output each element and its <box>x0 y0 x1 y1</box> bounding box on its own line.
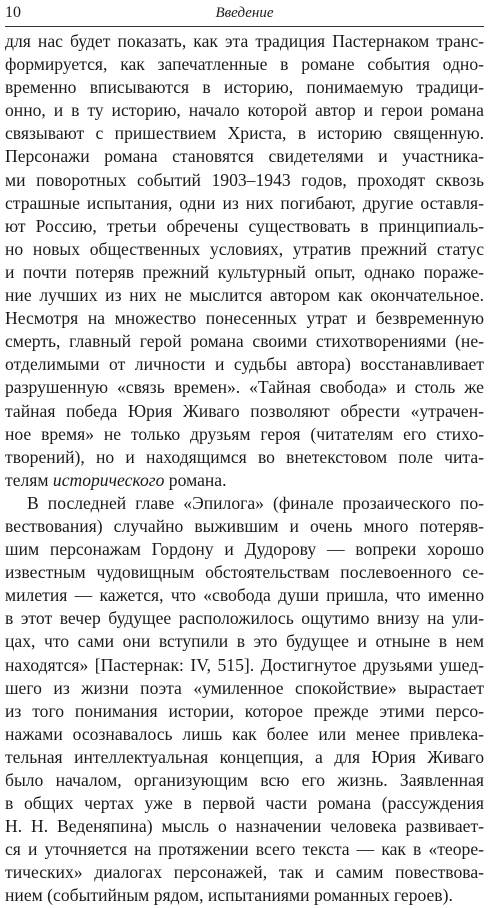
text-line <box>5 630 484 653</box>
line-text: милетия — кажется, что «свобода души пришла, что именно <box>5 585 484 606</box>
line-text: тических» диалогах персонажей, так и самим повествова- <box>5 862 484 883</box>
paragraph <box>5 30 484 492</box>
line-text: известным чудовищным обстоятельствам послевоенного се- <box>5 562 484 583</box>
text-line <box>5 192 484 215</box>
text-line <box>5 76 484 99</box>
text-line <box>5 492 484 515</box>
text-line <box>5 376 484 399</box>
line-text: из того понимания истории, которое прежде этими персо- <box>5 700 484 721</box>
line-text: онно, и в ту историю, начало которой автор и герои романа <box>5 100 484 121</box>
text-line <box>5 607 484 630</box>
text-line <box>5 584 484 607</box>
line-text: ми поворотных событий 1903–1943 годов, проходят сквозь <box>5 169 484 190</box>
line-text: находятся» [Пастернак: IV, 515]. Достигнутое друзьями ушед- <box>5 654 484 675</box>
line-text: нием (событийным рядом, испытаниями романных героев). <box>5 885 453 906</box>
running-head: Введение <box>215 5 274 21</box>
line-text: в общих чертах уже в первой части романа (рассуждения <box>5 793 484 814</box>
text-line <box>5 353 484 376</box>
line-text: шего из жизни поэта «умиленное спокойствие» вырастает <box>5 677 484 698</box>
text-line <box>5 99 484 122</box>
line-text: Персонажи романа становятся свидетелями и участника- <box>5 146 484 167</box>
text-line <box>5 815 484 838</box>
line-text: телям <box>5 469 53 490</box>
line-text: творений), но и находящимся во внетекстовом поле чита- <box>5 446 484 467</box>
line-text: формируется, как запечатленные в романе события одно- <box>5 54 484 75</box>
text-line <box>5 838 484 861</box>
text-line <box>5 423 484 446</box>
line-text: временно вписываются в историю, понимаемую традици- <box>5 77 484 98</box>
text-line <box>5 330 484 353</box>
line-text: было началом, организующим всю его жизнь. Заявленная <box>5 770 484 790</box>
text-line <box>5 400 484 423</box>
line-text: разрушенную «связь времен». «Тайная свобода» и столь же <box>5 377 484 398</box>
text-line <box>5 284 484 307</box>
text-line <box>5 469 484 492</box>
body-text <box>5 30 484 908</box>
emphasis-text: исторического <box>52 469 165 490</box>
text-line <box>5 723 484 746</box>
text-line <box>5 446 484 469</box>
line-text: В последней главе «Эпилога» (финале прозаического по- <box>27 492 484 513</box>
text-line <box>5 238 484 261</box>
line-text: но новых общественных условиях, утратив прежний статус <box>5 238 484 259</box>
line-text: для нас будет показать, как эта традиция Пастернаком транс- <box>5 31 484 51</box>
line-text: и почти потеряв прежний культурный опыт, однако пораже- <box>5 261 484 282</box>
text-line <box>5 307 484 330</box>
text-line <box>5 561 484 584</box>
line-text: вествования) случайно выжившим и очень много потеряв- <box>5 515 484 536</box>
text-line <box>5 792 484 815</box>
line-text: нажами осознавалось лишь как более или менее привлека- <box>5 723 484 744</box>
line-text: тельная интеллектуальная концепция, а для Юрия Живаго <box>5 746 484 767</box>
line-text: Несмотря на множество понесенных утрат и безвременную <box>5 308 484 329</box>
page-header <box>5 4 484 27</box>
line-text: тайная победа Юрия Живаго позволяют обрести «утрачен- <box>5 400 484 421</box>
line-text: отделимыми от личности и судьбы автора) восстанавливает <box>5 354 484 375</box>
paragraph <box>5 492 484 908</box>
text-line <box>5 700 484 723</box>
text-line <box>5 538 484 561</box>
line-text: ся и уточняется на протяжении всего текста — как в «теоре- <box>5 839 484 860</box>
line-text: в этот вечер будущее расположилось ощутимо внизу на ули- <box>5 608 484 629</box>
text-line <box>5 261 484 284</box>
page-number: 10 <box>5 4 21 21</box>
line-text: шим персонажам Гордону и Дудорову — вопреки хорошо <box>5 539 484 560</box>
line-text: страшные испытания, одни из них погибают, другие оставля- <box>5 192 484 213</box>
text-line <box>5 746 484 769</box>
text-line <box>5 884 484 907</box>
line-text: ют Россию, третьи обречены существовать в принципиаль- <box>5 215 484 236</box>
text-line <box>5 654 484 677</box>
text-line <box>5 169 484 192</box>
text-line <box>5 30 484 53</box>
text-line <box>5 53 484 76</box>
text-line <box>5 861 484 884</box>
line-text: Н. Н. Веденяпина) мысль о назначении человека развивает- <box>5 816 484 837</box>
line-text: ние лучших из них не мыслится автором как окончательное. <box>5 285 484 306</box>
text-line <box>5 677 484 700</box>
line-text: романа. <box>164 469 227 490</box>
line-text: смерть, главный герой романа своими стихотворениями (не- <box>5 331 484 352</box>
text-line <box>5 122 484 145</box>
text-line <box>5 145 484 168</box>
line-text: связывают с пришествием Христа, в историю священную. <box>5 123 484 144</box>
text-line <box>5 515 484 538</box>
text-line <box>5 215 484 238</box>
line-text: ное время» не только друзьям героя (читателям его стихо- <box>5 423 484 444</box>
line-text: цах, что сами они вступили в это будущее и отныне в нем <box>5 631 484 652</box>
text-line <box>5 769 484 792</box>
